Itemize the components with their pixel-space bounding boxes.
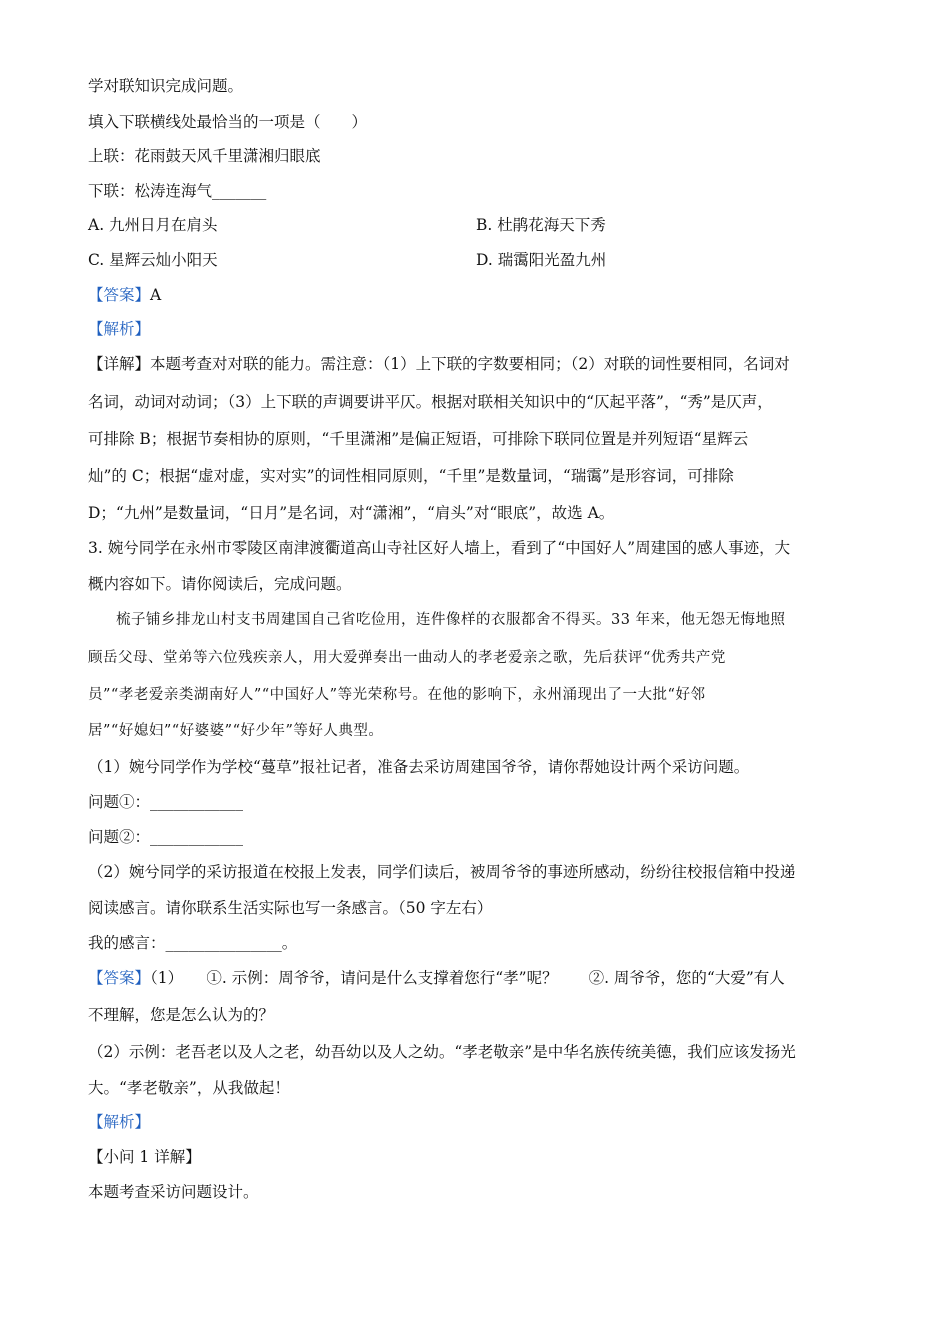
q3-answer-2-line-1: （2）示例：老吾老以及人之老，幼吾幼以及人之幼。“孝老敬亲”是中华名族传统美德，我们应该发扬光 — [88, 1043, 796, 1061]
q2-detail-line-3: 可排除 B；根据节奏相协的原则，“千里潇湘”是偏正短语，可排除下联同位置是并列短语“星辉云 — [88, 430, 749, 448]
q2-detail-line-1: 【详解】本题考查对对联的能力。需注意：（1）上下联的字数要相同；（2）对联的词性要相同，名词对 — [88, 355, 790, 373]
q2-answer: A — [150, 286, 162, 304]
answer-tag: 【答案】 — [88, 286, 151, 304]
q3-answer-1: （1） ①. 示例：周爷爷，请问是什么支撑着您行“孝”呢？ ②. 周爷爷，您的“大爱”有人 — [150, 969, 785, 987]
q2-detail-line-4: 灿”的 C；根据“虚对虚，实对实”的词性相同原则，“千里”是数量词，“瑞霭”是形容词，可排除 — [88, 467, 734, 485]
q3-passage-line-2: 顾岳父母、堂弟等六位残疾亲人，用大爱弹奏出一曲动人的孝老爱亲之歌，先后获评“优秀共产党 — [88, 650, 726, 666]
q3-passage-line-3: 员”“孝老爱亲类湖南好人”“中国好人”等光荣称号。在他的影响下，永州涌现出了一大批“好邻 — [88, 687, 706, 703]
q3-sub1: （1）婉兮同学作为学校“蔓草”报社记者，准备去采访周建国爷爷，请你帮她设计两个采访问题。 — [88, 758, 750, 776]
q2-intro-tail: 学对联知识完成问题。 — [88, 77, 244, 95]
q3-sub2-line-2: 阅读感言。请你联系生活实际也写一条感言。（50 字左右） — [88, 899, 493, 917]
q3-passage-line-1: 梳子铺乡排龙山村支书周建国自己省吃俭用，连件像样的衣服都舍不得买。33 年来，他无怨无悔地照 — [116, 612, 786, 628]
option-d: D. 瑞霭阳光盈九州 — [476, 251, 607, 269]
q3-question-2: 问题②：____________ — [88, 828, 244, 846]
q2-detail-line-2: 名词，动词对动词；（3）上下联的声调要讲平仄。根据对联相关知识中的“仄起平落”，“秀”是仄声， — [88, 393, 773, 411]
option-a: A. 九州日月在肩头 — [88, 216, 218, 234]
q3-answer-1-cont: 不理解，您是怎么认为的？ — [88, 1006, 275, 1024]
q3-feeling: 我的感言：_______________。 — [88, 934, 298, 952]
q2-analysis-tag: 【解析】 — [88, 320, 151, 338]
q3-sub-detail-tag: 【小问 1 详解】 — [88, 1148, 201, 1166]
option-b: B. 杜鹃花海天下秀 — [476, 216, 606, 234]
q2-detail-line-5: D；“九州”是数量词，“日月”是名词，对“潇湘”，“肩头”对“眼底”，故选 A。 — [88, 504, 615, 522]
q3-question-1: 问题①：____________ — [88, 793, 244, 811]
q3-answer-line — [88, 967, 785, 989]
q3-sub2-line-1: （2）婉兮同学的采访报道在校报上发表，同学们读后，被周爷爷的事迹所感动，纷纷往校报信箱中投递 — [88, 863, 796, 881]
q3-stem-line-2: 概内容如下。请你阅读后，完成问题。 — [88, 575, 352, 593]
option-c: C. 星辉云灿小阳天 — [88, 251, 218, 269]
q3-analysis-tag: 【解析】 — [88, 1113, 151, 1131]
q3-passage-line-4: 居”“好媳妇”“好婆婆”“好少年”等好人典型。 — [88, 723, 384, 739]
q2-upper-couplet: 上联：花雨鼓天风千里潇湘归眼底 — [88, 147, 321, 165]
q3-stem-line-1: 3. 婉兮同学在永州市零陵区南津渡衢道高山寺社区好人墙上，看到了“中国好人”周建国的感人事迹，大 — [88, 539, 791, 557]
q3-sub-detail: 本题考查采访问题设计。 — [88, 1183, 259, 1201]
answer-tag: 【答案】 — [88, 969, 151, 987]
q2-prompt: 填入下联横线处最恰当的一项是（ ） — [88, 113, 368, 131]
q2-lower-couplet: 下联：松涛连海气_______ — [88, 182, 267, 200]
q3-answer-2-line-2: 大。“孝老敬亲”，从我做起！ — [88, 1079, 290, 1097]
q2-answer-line — [88, 284, 161, 306]
